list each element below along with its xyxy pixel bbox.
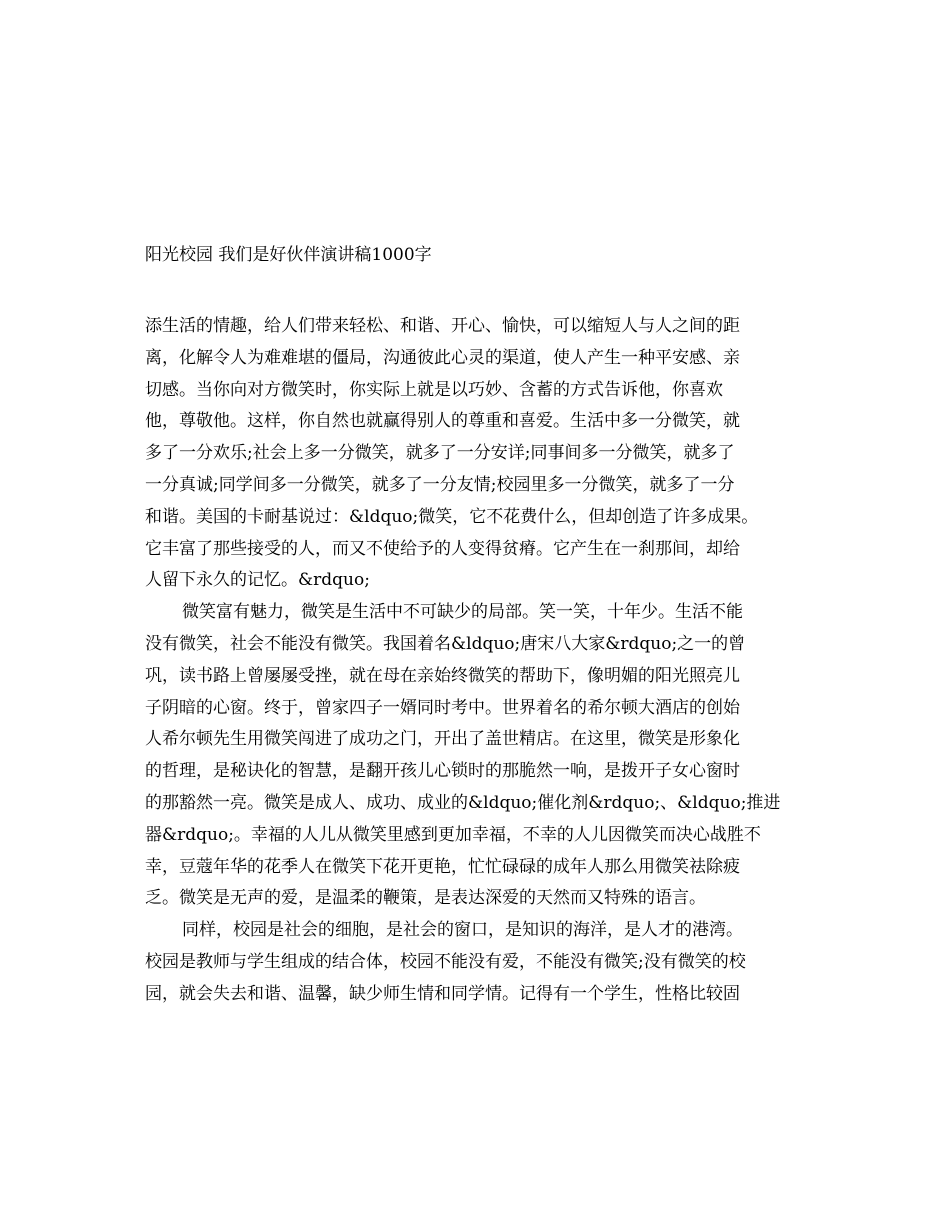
text-line: 人希尔顿先生用微笑闯进了成功之门，开出了盖世精店。在这里，微笑是形象化 (145, 729, 740, 750)
text-line: 器&rdquo;。幸福的人儿从微笑里感到更加幸福，不幸的人儿因微笑而决心战胜不 (145, 824, 761, 845)
text-line: 人留下永久的记忆。&rdquo; (145, 570, 370, 591)
text-line: 他，尊敬他。这样，你自然也就赢得别人的尊重和喜爱。生活中多一分微笑，就 (145, 411, 740, 432)
text-line: 巩，读书路上曾屡屡受挫，就在母在亲始终微笑的帮助下，像明媚的阳光照亮儿 (145, 665, 740, 686)
text-line: 切感。当你向对方微笑时，你实际上就是以巧妙、含蓄的方式告诉他，你喜欢 (145, 379, 723, 400)
text-line: 添生活的情趣，给人们带来轻松、和谐、开心、愉快，可以缩短人与人之间的距 (145, 316, 740, 336)
text-line: 的哲理，是秘诀化的智慧，是翻开孩儿心锁时的那脆然一响，是拨开子女心窗时 (145, 761, 740, 782)
text-line: 园，就会失去和谐、温馨，缺少师生情和同学情。记得有一个学生，性格比较固 (145, 983, 740, 1004)
text-line: 离，化解令人为难难堪的僵局，沟通彼此心灵的渠道，使人产生一种平安感、亲 (145, 347, 740, 368)
text-line: 校园是教师与学生组成的结合体，校园不能没有爱，不能没有微笑;没有微笑的校 (145, 951, 746, 972)
text-line: 它丰富了那些接受的人，而又不使给予的人变得贫瘠。它产生在一刹那间，却给 (145, 538, 740, 559)
text-line: 幸，豆蔻年华的花季人在微笑下花开更艳，忙忙碌碌的成年人那么用微笑祛除疲 (145, 856, 740, 877)
paragraph-first-line: 微笑富有魅力，微笑是生活中不可缺少的局部。笑一笑，十年少。生活不能 (182, 602, 743, 623)
text-line: 子阴暗的心窗。终于，曾家四子一婿同时考中。世界着名的希尔顿大酒店的创始 (145, 697, 740, 718)
text-line: 和谐。美国的卡耐基说过：&ldquo;微笑，它不花费什么，但却创造了许多成果。 (145, 506, 759, 527)
document-title: 阳光校园 我们是好伙伴演讲稿1000字 (145, 245, 432, 265)
paragraph-first-line: 同样，校园是社会的细胞，是社会的窗口，是知识的海洋，是人才的港湾。 (182, 920, 743, 941)
text-line: 多了一分欢乐;社会上多一分微笑，就多了一分安详;同事间多一分微笑，就多了 (145, 443, 735, 464)
document-body (145, 311, 805, 1011)
text-line: 的那豁然一亮。微笑是成人、成功、成业的&ldquo;催化剂&rdquo;、&ldquo;推进 (145, 792, 781, 813)
text-line: 没有微笑，社会不能没有微笑。我国着名&ldquo;唐宋八大家&rdquo;之一的曾 (145, 633, 746, 654)
text-line: 一分真诚;同学间多一分微笑，就多了一分友情;校园里多一分微笑，就多了一分 (145, 474, 735, 495)
text-line: 乏。微笑是无声的爱，是温柔的鞭策，是表达深爱的天然而又特殊的语言。 (145, 888, 706, 909)
